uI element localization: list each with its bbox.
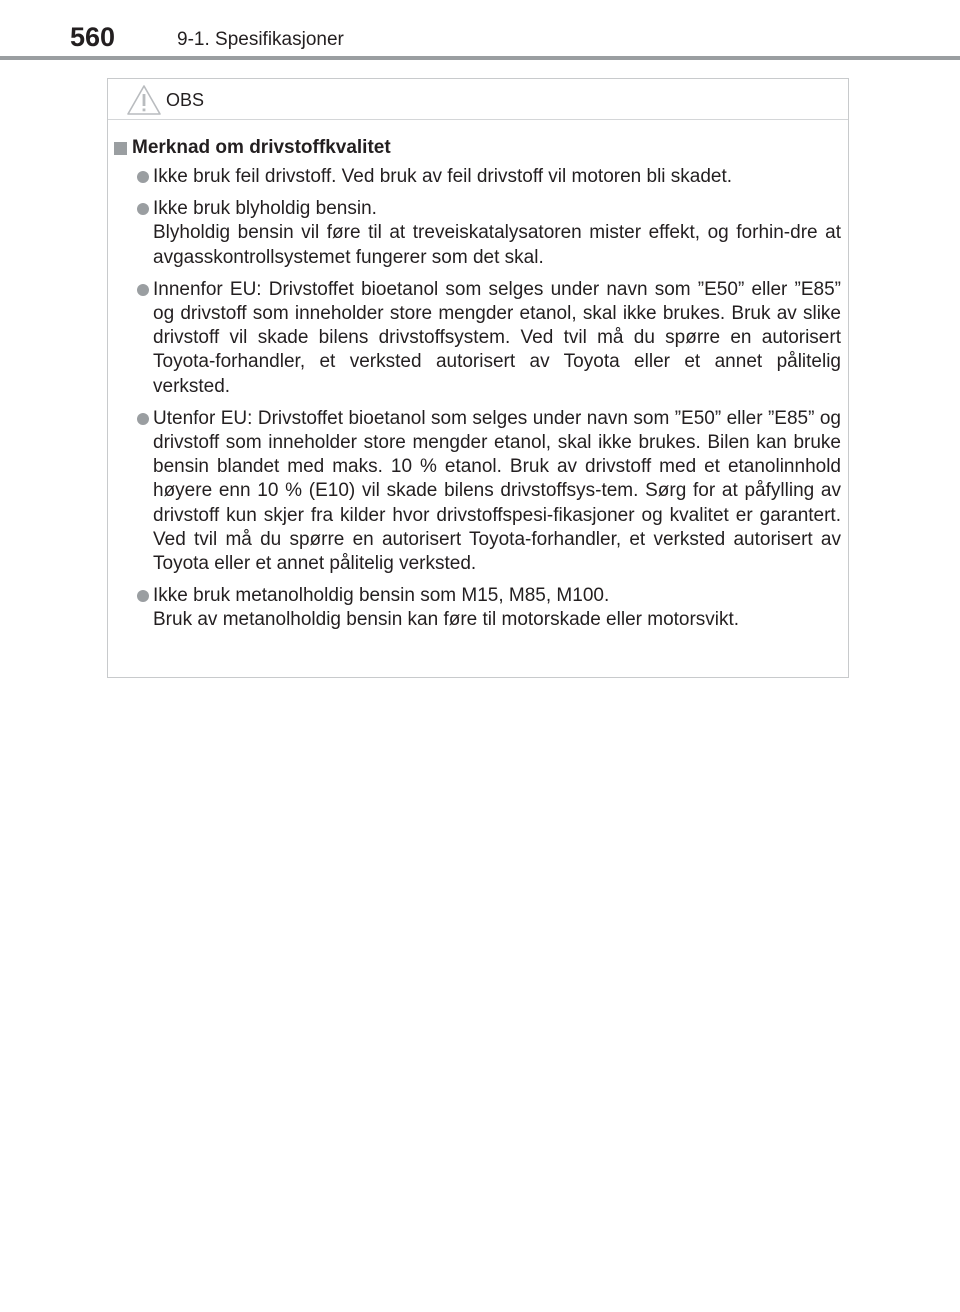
round-bullet-icon: [137, 203, 149, 215]
round-bullet-icon: [137, 171, 149, 183]
list-item-text: Bruk av metanolholdig bensin kan føre til motorskade eller motorsvikt.: [153, 609, 740, 631]
notice-body: [108, 135, 848, 641]
list-item: [137, 584, 841, 632]
page-header: [0, 0, 960, 60]
list-item: [137, 165, 841, 189]
notice-box: [107, 78, 849, 678]
list-item-text: Utenfor EU: Drivstoffet bioetanol som selges under navn som ”E50” eller ”E85” og drivstoff som inneholder store mengder etanol, skal ikke brukes. Bilen kan bruke bensin blandet med maks. 10 % etanol. Bruk av drivstoff med et etanolinnhold høyere enn 10 % (E10) vil skade bilens drivstoffsys-tem. Sørg for at påfylling av drivstoff kun skjer fra kilder hvor drivstoffspesi-fikasjoner og kvalitet er garantert. Ved tvil må du spørre en autorisert Toyota-forhandler, et verksted autorisert av Toyota eller et annet pålitelig verksted.: [153, 407, 841, 575]
round-bullet-icon: [137, 413, 149, 425]
list-item-text: Ikke bruk metanolholdig bensin som M15, M85, M100.: [153, 585, 610, 607]
list-item: [137, 197, 841, 270]
list-item: [137, 278, 841, 399]
notice-label: OBS: [166, 90, 205, 110]
warning-triangle-icon: [126, 84, 162, 116]
round-bullet-icon: [137, 590, 149, 602]
list-item: [137, 407, 841, 576]
list-item-text: Blyholdig bensin vil føre til at treveiskatalysatoren mister effekt, og forhin-dre at avgasskontrollsystemet fungerer som det skal.: [153, 222, 841, 268]
notice-heading-row: [108, 135, 848, 165]
notice-header: [108, 79, 848, 120]
list-item-text: Ikke bruk feil drivstoff. Ved bruk av feil drivstoff vil motoren bli skadet.: [153, 166, 733, 187]
notice-heading: Merknad om drivstoffkvalitet: [132, 137, 391, 158]
header-rule: [0, 56, 960, 60]
list-item-text: Ikke bruk blyholdig bensin.: [153, 198, 377, 220]
list-item-text: Innenfor EU: Drivstoffet bioetanol som selges under navn som ”E50” eller ”E85” og drivstoff som inneholder store mengder etanol, skal ikke brukes. Bruk av slike drivstoff vil skade bilens drivstoffsystem. Ved tvil må du spørre en autorisert Toyota-forhandler, et verksted autorisert av Toyota eller et annet pålitelig verksted.: [153, 278, 841, 397]
section-title: 9-1. Spesifikasjoner: [177, 29, 344, 50]
square-bullet-icon: [114, 142, 127, 155]
page-number: 560: [70, 22, 116, 52]
round-bullet-icon: [137, 284, 149, 296]
